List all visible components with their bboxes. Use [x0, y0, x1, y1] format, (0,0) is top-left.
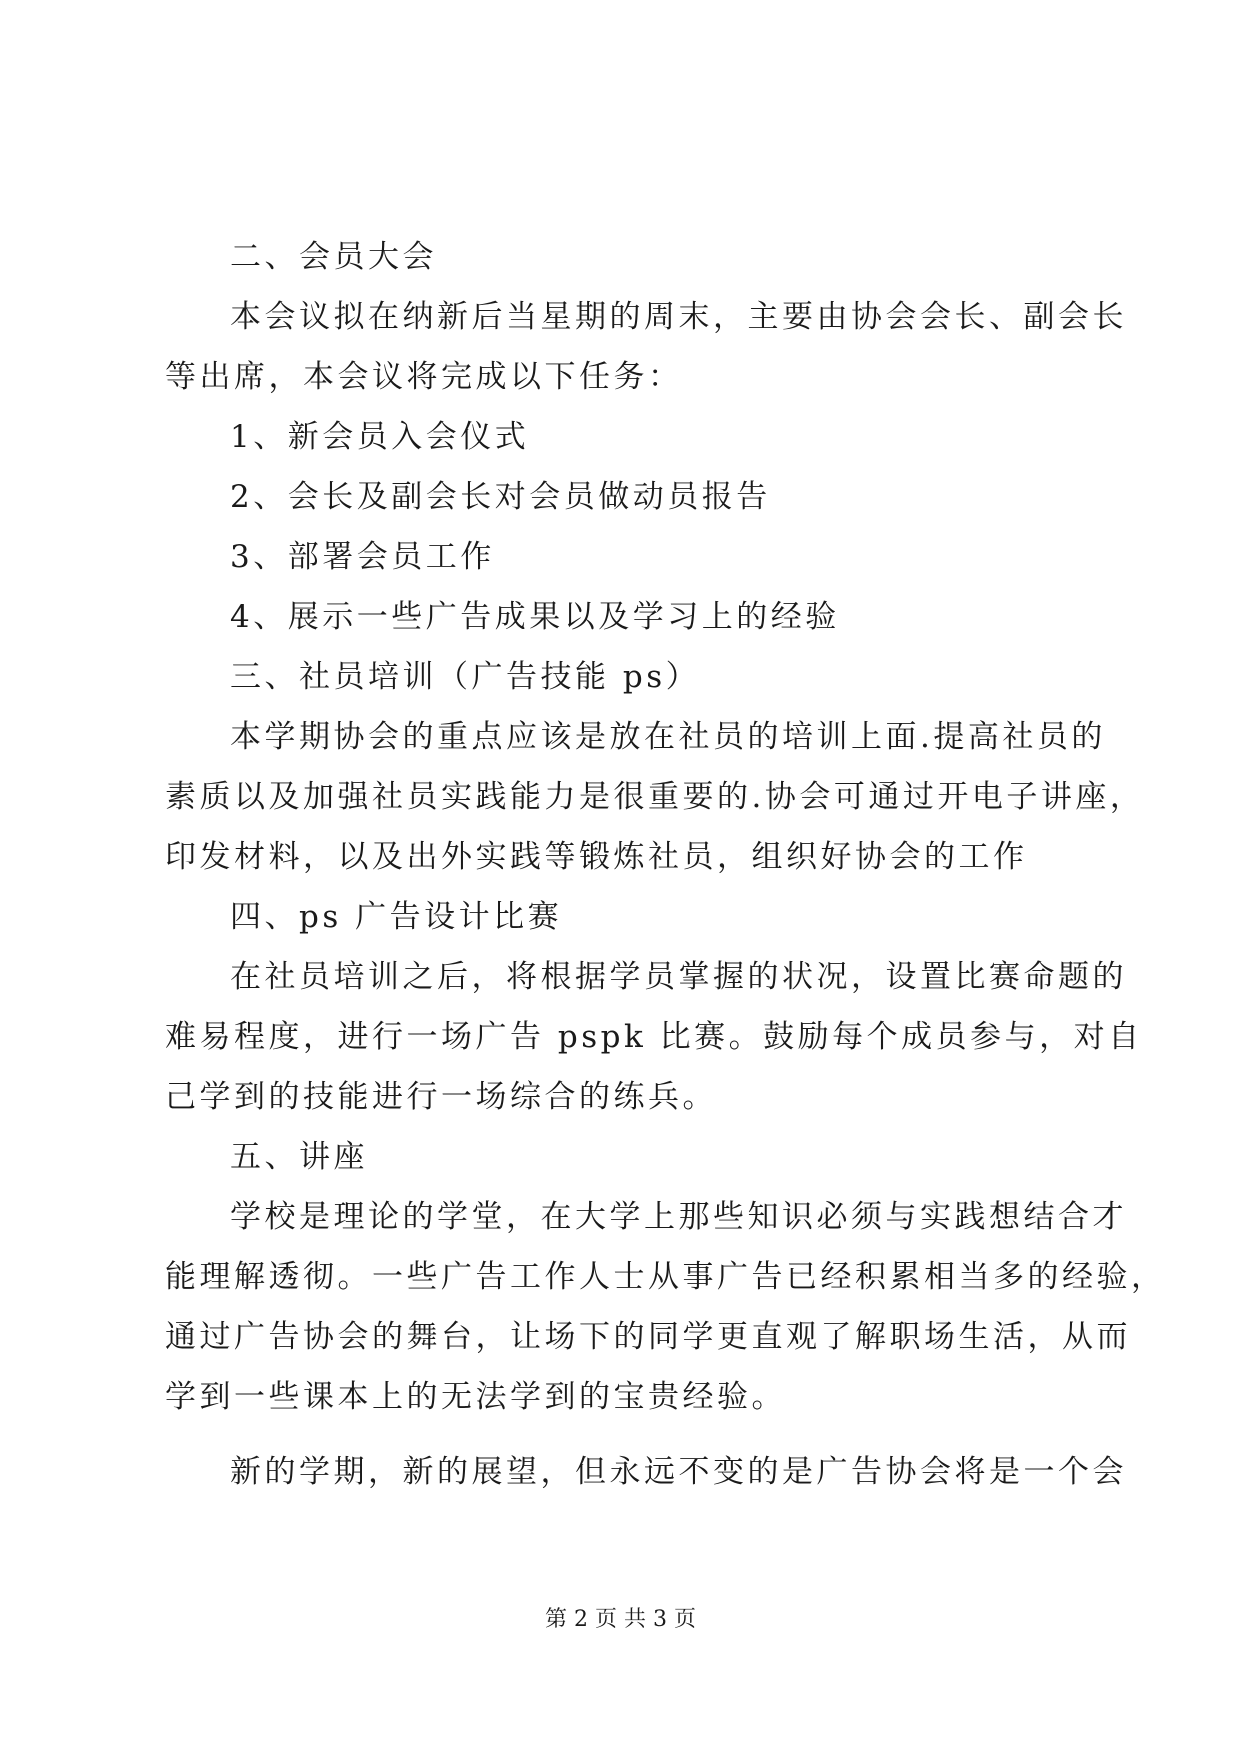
paragraph-line: 己学到的技能进行一场综合的练兵。: [165, 1079, 717, 1115]
paragraph-line: 等出席，本会议将完成以下任务：: [165, 359, 683, 395]
list-item: 1、新会员入会仪式: [230, 419, 530, 455]
paragraph-line: 通过广告协会的舞台，让场下的同学更直观了解职场生活，从而: [165, 1319, 1131, 1355]
list-item: 3、部署会员工作: [230, 539, 495, 575]
paragraph-line: 印发材料，以及出外实践等锻炼社员，组织好协会的工作: [165, 839, 1028, 875]
heading-member-training: 三、社员培训（广告技能 ps）: [230, 659, 701, 695]
list-item: 4、展示一些广告成果以及学习上的经验: [230, 599, 840, 635]
heading-design-contest: 四、ps 广告设计比赛: [230, 899, 563, 935]
heading-lecture: 五、讲座: [230, 1139, 368, 1175]
paragraph-line: 本会议拟在纳新后当星期的周末，主要由协会会长、副会长: [230, 299, 1127, 335]
paragraph-line: 新的学期，新的展望，但永远不变的是广告协会将是一个会: [230, 1454, 1127, 1490]
paragraph-line: 学校是理论的学堂，在大学上那些知识必须与实践想结合才: [230, 1199, 1127, 1235]
heading-member-meeting: 二、会员大会: [230, 239, 437, 275]
list-item: 2、会长及副会长对会员做动员报告: [230, 479, 771, 515]
paragraph-line: 本学期协会的重点应该是放在社员的培训上面.提高社员的: [230, 719, 1106, 755]
paragraph-line: 素质以及加强社员实践能力是很重要的.协会可通过开电子讲座，: [165, 779, 1145, 815]
page-number-footer: 第 2 页 共 3 页: [545, 1607, 696, 1632]
paragraph-line: 在社员培训之后，将根据学员掌握的状况，设置比赛命题的: [230, 959, 1127, 995]
paragraph-line: 学到一些课本上的无法学到的宝贵经验。: [165, 1379, 786, 1415]
paragraph-line: 能理解透彻。一些广告工作人士从事广告已经积累相当多的经验，: [165, 1259, 1166, 1295]
paragraph-line: 难易程度，进行一场广告 pspk 比赛。鼓励每个成员参与，对自: [165, 1019, 1143, 1055]
